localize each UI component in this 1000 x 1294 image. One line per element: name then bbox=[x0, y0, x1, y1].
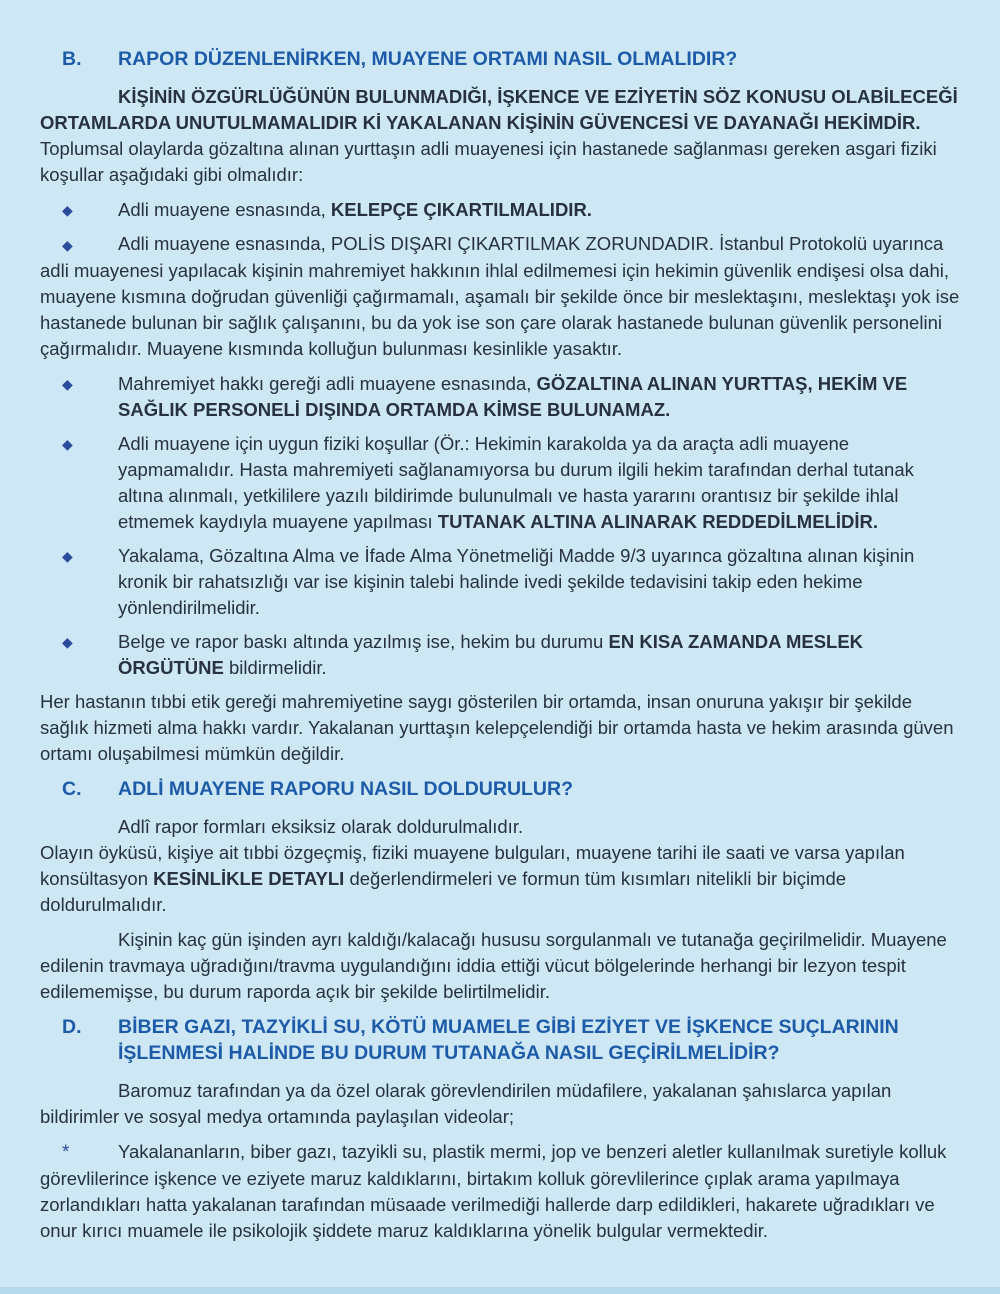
section-label: D. bbox=[62, 1016, 82, 1038]
section-title-text: BİBER GAZI, TAZYİKLİ SU, KÖTÜ MUAMELE GİBİ EZİYET VE İŞKENCE SUÇLARININ İŞLENMESİ HALİNDE BU DURUM TUTANAĞA NASIL GEÇİRİLMELİDİR? bbox=[118, 1016, 899, 1064]
diamond-bullet-icon: ◆ bbox=[62, 634, 73, 650]
bullet-item-body bbox=[118, 629, 960, 681]
paragraph bbox=[40, 689, 960, 767]
bullet-item bbox=[40, 371, 960, 423]
bullet-item-text: Adli muayene esnasında, POLİS DIŞARI ÇIKARTILMAK ZORUNDADIR. İstanbul Protokolü uyarınca adli muayenesi yapılacak kişinin mahremiyet hakkının ihlal edilmemesi için hekimin güvenlik endişesi olsa dahi, muayene kısmına doğrudan güvenliği çağırmamalı, aşamalı bir şekilde önce bir meslektaşını, meslektaşı yok ise hastanede bulunan bir sağlık çalışanını, bu da yok ise son çare olarak hastanede bulunan güvenlik personelini çağırmalıdır. Muayene kısmında kolluğun bulunması kesinlikle yasaktır. bbox=[40, 233, 960, 359]
paragraph bbox=[40, 1078, 960, 1130]
bottom-edge-strip bbox=[0, 1287, 1000, 1294]
section-title bbox=[118, 46, 960, 72]
bullet-item-text: Mahremiyet hakkı gereği adli muayene esnasında, bbox=[118, 373, 537, 394]
section-title-text: RAPOR DÜZENLENİRKEN, MUAYENE ORTAMI NASIL OLMALIDIR? bbox=[118, 48, 738, 70]
bullet-item bbox=[40, 1139, 960, 1244]
bullet-item bbox=[40, 629, 960, 681]
paragraph-text: Her hastanın tıbbi etik gereği mahremiyetine saygı gösterilen bir ortamda, insan onuruna yakışır bir şekilde sağlık hizmeti alma hakkı vardır. Yakalanan yurttaşın kelepçelendiği bir ortamda hasta ve hekim arasında güven ortamı oluşabilmesi mümkün değildir. bbox=[40, 691, 954, 764]
section-heading bbox=[40, 46, 960, 72]
diamond-bullet-icon: ◆ bbox=[62, 237, 73, 253]
section-heading bbox=[40, 1014, 960, 1066]
section-title-text: ADLİ MUAYENE RAPORU NASIL DOLDURULUR? bbox=[118, 778, 574, 800]
bullet-item-text: Adli muayene için uygun fiziki koşullar (Ör.: Hekimin karakolda ya da araçta adli muayene yapmamalıdır. Hasta mahremiyeti sağlanamıyorsa bu durum ilgili hekim tarafından derhal tutanak altına alınmalı, yetkililere yazılı bildirimde bulunulmalı ve hasta yararını orantısız bir şekilde ihlal etmemek kaydıyla muayene yapılması bbox=[118, 433, 914, 532]
bullet-item bbox=[40, 197, 960, 223]
diamond-bullet-icon: ◆ bbox=[62, 202, 73, 218]
section-title bbox=[118, 1014, 960, 1066]
paragraph-text: değerlendirmeleri ve formun tüm kısımları nitelikli bir biçimde doldurulmalıdır. bbox=[40, 868, 847, 915]
paragraph bbox=[40, 840, 960, 918]
bullet-item-text: KELEPÇE ÇIKARTILMALIDIR. bbox=[330, 199, 592, 220]
section-title bbox=[118, 776, 960, 802]
bullet-item bbox=[40, 231, 960, 362]
bullet-item-text: Yakalama, Gözaltına Alma ve İfade Alma Yönetmeliği Madde 9/3 uyarınca gözaltına alınan kişinin kronik bir rahatsızlığı var ise kişinin talebi halinde ivedi şekilde tedavisini takip eden hekime yönlendirilmelidir. bbox=[118, 545, 915, 618]
bullet-item-text: GÖZALTINA ALINAN YURTTAŞ, HEKİM VE SAĞLIK PERSONELİ DIŞINDA ORTAMDA KİMSE BULUNAMAZ. bbox=[118, 373, 908, 420]
bullet-item-text: Adli muayene esnasında, bbox=[118, 199, 331, 220]
section-label: C. bbox=[62, 778, 82, 800]
paragraph bbox=[40, 927, 960, 1005]
paragraph-text: Olayın öyküsü, kişiye ait tıbbi özgeçmiş, fiziki muayene bulguları, muayene tarihi ile saati ve varsa yapılan konsültasyon bbox=[40, 842, 905, 889]
section-heading bbox=[40, 776, 960, 802]
asterisk-bullet-icon: * bbox=[62, 1142, 70, 1163]
bullet-item-body bbox=[118, 371, 960, 423]
diamond-bullet-icon: ◆ bbox=[62, 436, 73, 452]
bullet-item-body bbox=[118, 543, 960, 621]
diamond-bullet-icon: ◆ bbox=[62, 548, 73, 564]
bullet-item bbox=[40, 431, 960, 535]
paragraph bbox=[40, 84, 960, 188]
bullet-item-text: EN KISA ZAMANDA MESLEK ÖRGÜTÜNE bbox=[118, 631, 864, 678]
bullet-item-text: bildirmelidir. bbox=[223, 657, 327, 678]
bullet-item-body bbox=[118, 431, 960, 535]
bullet-item-text: Belge ve rapor baskı altında yazılmış ise, hekim bu durumu bbox=[118, 631, 609, 652]
paragraph-text: KESİNLİKLE DETAYLI bbox=[153, 868, 345, 889]
paragraph-text: Adlî rapor formları eksiksiz olarak doldurulmalıdır. bbox=[118, 816, 524, 837]
paragraph-text: KİŞİNİN ÖZGÜRLÜĞÜNÜN BULUNMADIĞI, İŞKENCE VE EZİYETİN SÖZ KONUSU OLABİLECEĞİ ORTAMLARDA UNUTULMAMALIDIR Kİ YAKALANAN KİŞİNİN GÜVENCESİ VE DAYANAĞI HEKİMDİR. bbox=[40, 86, 958, 133]
bullet-item-body bbox=[118, 197, 960, 223]
paragraph bbox=[40, 814, 960, 840]
paragraph-text: Kişinin kaç gün işinden ayrı kaldığı/kalacağı hususu sorgulanmalı ve tutanağa geçirilmelidir. Muayene edilenin travmaya uğradığını/travma uygulandığını iddia ettiği vücut bölgelerinde herhangi bir lezyon tespit edilememişse, bu durum raporda açık bir şekilde belirtilmelidir. bbox=[40, 929, 947, 1002]
bullet-item bbox=[40, 543, 960, 621]
paragraph-text: Toplumsal olaylarda gözaltına alınan yurttaşın adli muayenesi için hastanede sağlanması gereken asgari fiziki koşullar aşağıdaki gibi olmalıdır: bbox=[40, 138, 937, 185]
bullet-item-text: TUTANAK ALTINA ALINARAK REDDEDİLMELİDİR. bbox=[437, 511, 878, 532]
bullet-item-text: Yakalananların, biber gazı, tazyikli su, plastik mermi, jop ve benzeri aletler kullanılmak suretiyle kolluk görevlilerince işkence ve eziyete maruz kaldıklarını, birtakım kolluk görevlilerince çıplak arama yapılmaya zorlandıkları hatta yakalanan tarafından müsaade verilmediği hallerde darp edildikleri, hakarete uğradıkları ve onur kırıcı muamele ile psikolojik şiddete maruz kaldıklarına yönelik bulgular vermektedir. bbox=[40, 1141, 947, 1241]
diamond-bullet-icon: ◆ bbox=[62, 376, 73, 392]
section-label: B. bbox=[62, 48, 82, 70]
paragraph-text: Baromuz tarafından ya da özel olarak görevlendirilen müdafilere, yakalanan şahıslarca yapılan bildirimler ve sosyal medya ortamında paylaşılan videolar; bbox=[40, 1080, 892, 1127]
